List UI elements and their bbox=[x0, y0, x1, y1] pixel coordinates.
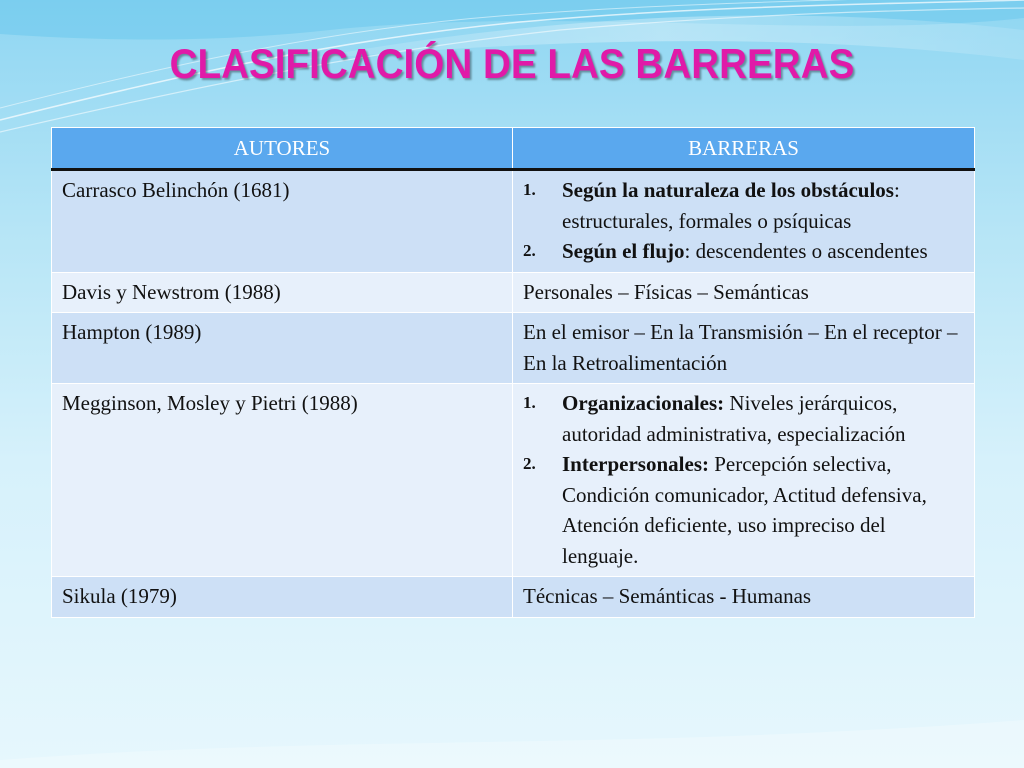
header-autores: AUTORES bbox=[52, 128, 513, 170]
author-cell: Megginson, Mosley y Pietri (1988) bbox=[52, 384, 513, 577]
author-cell: Hampton (1989) bbox=[52, 313, 513, 384]
barriers-list bbox=[523, 175, 964, 267]
table-header-row bbox=[52, 128, 975, 170]
item-text: Percepción selectiva, Condición comunicador, Actitud defensiva, Atención deficiente, uso impreciso del lenguaje. bbox=[562, 452, 927, 568]
item-heading: Según el flujo bbox=[562, 239, 685, 263]
item-heading: Según la naturaleza de los obstáculos bbox=[562, 178, 894, 202]
barriers-cell: En el emisor – En la Transmisión – En el receptor – En la Retroalimentación bbox=[513, 313, 975, 384]
list-number: 2. bbox=[523, 454, 536, 473]
list-item bbox=[523, 236, 964, 267]
author-cell: Sikula (1979) bbox=[52, 577, 513, 618]
slide-title: CLASIFICACIÓN DE LAS BARRERAS bbox=[169, 40, 855, 87]
table-row bbox=[52, 577, 975, 618]
author-cell: Carrasco Belinchón (1681) bbox=[52, 170, 513, 273]
author-cell: Davis y Newstrom (1988) bbox=[52, 272, 513, 313]
barriers-cell bbox=[513, 384, 975, 577]
list-number: 1. bbox=[523, 180, 536, 199]
header-barreras: BARRERAS bbox=[513, 128, 975, 170]
table-row bbox=[52, 272, 975, 313]
list-number: 1. bbox=[523, 393, 536, 412]
item-heading: Organizacionales: bbox=[562, 391, 725, 415]
item-text: : descendentes o ascendentes bbox=[684, 239, 928, 263]
table-row bbox=[52, 170, 975, 273]
table-row bbox=[52, 384, 975, 577]
barriers-cell: Técnicas – Semánticas - Humanas bbox=[513, 577, 975, 618]
barriers-table bbox=[51, 127, 974, 618]
list-number: 2. bbox=[523, 241, 536, 260]
barriers-cell bbox=[513, 170, 975, 273]
list-item bbox=[523, 175, 964, 236]
list-item bbox=[523, 449, 964, 571]
item-text: : estructurales, formales o psíquicas bbox=[562, 178, 900, 233]
item-text: Niveles jerárquicos, autoridad administrativa, especialización bbox=[562, 391, 906, 446]
item-heading: Interpersonales: bbox=[562, 452, 709, 476]
barriers-cell: Personales – Físicas – Semánticas bbox=[513, 272, 975, 313]
list-item bbox=[523, 388, 964, 449]
barriers-list bbox=[523, 388, 964, 571]
table-row bbox=[52, 313, 975, 384]
